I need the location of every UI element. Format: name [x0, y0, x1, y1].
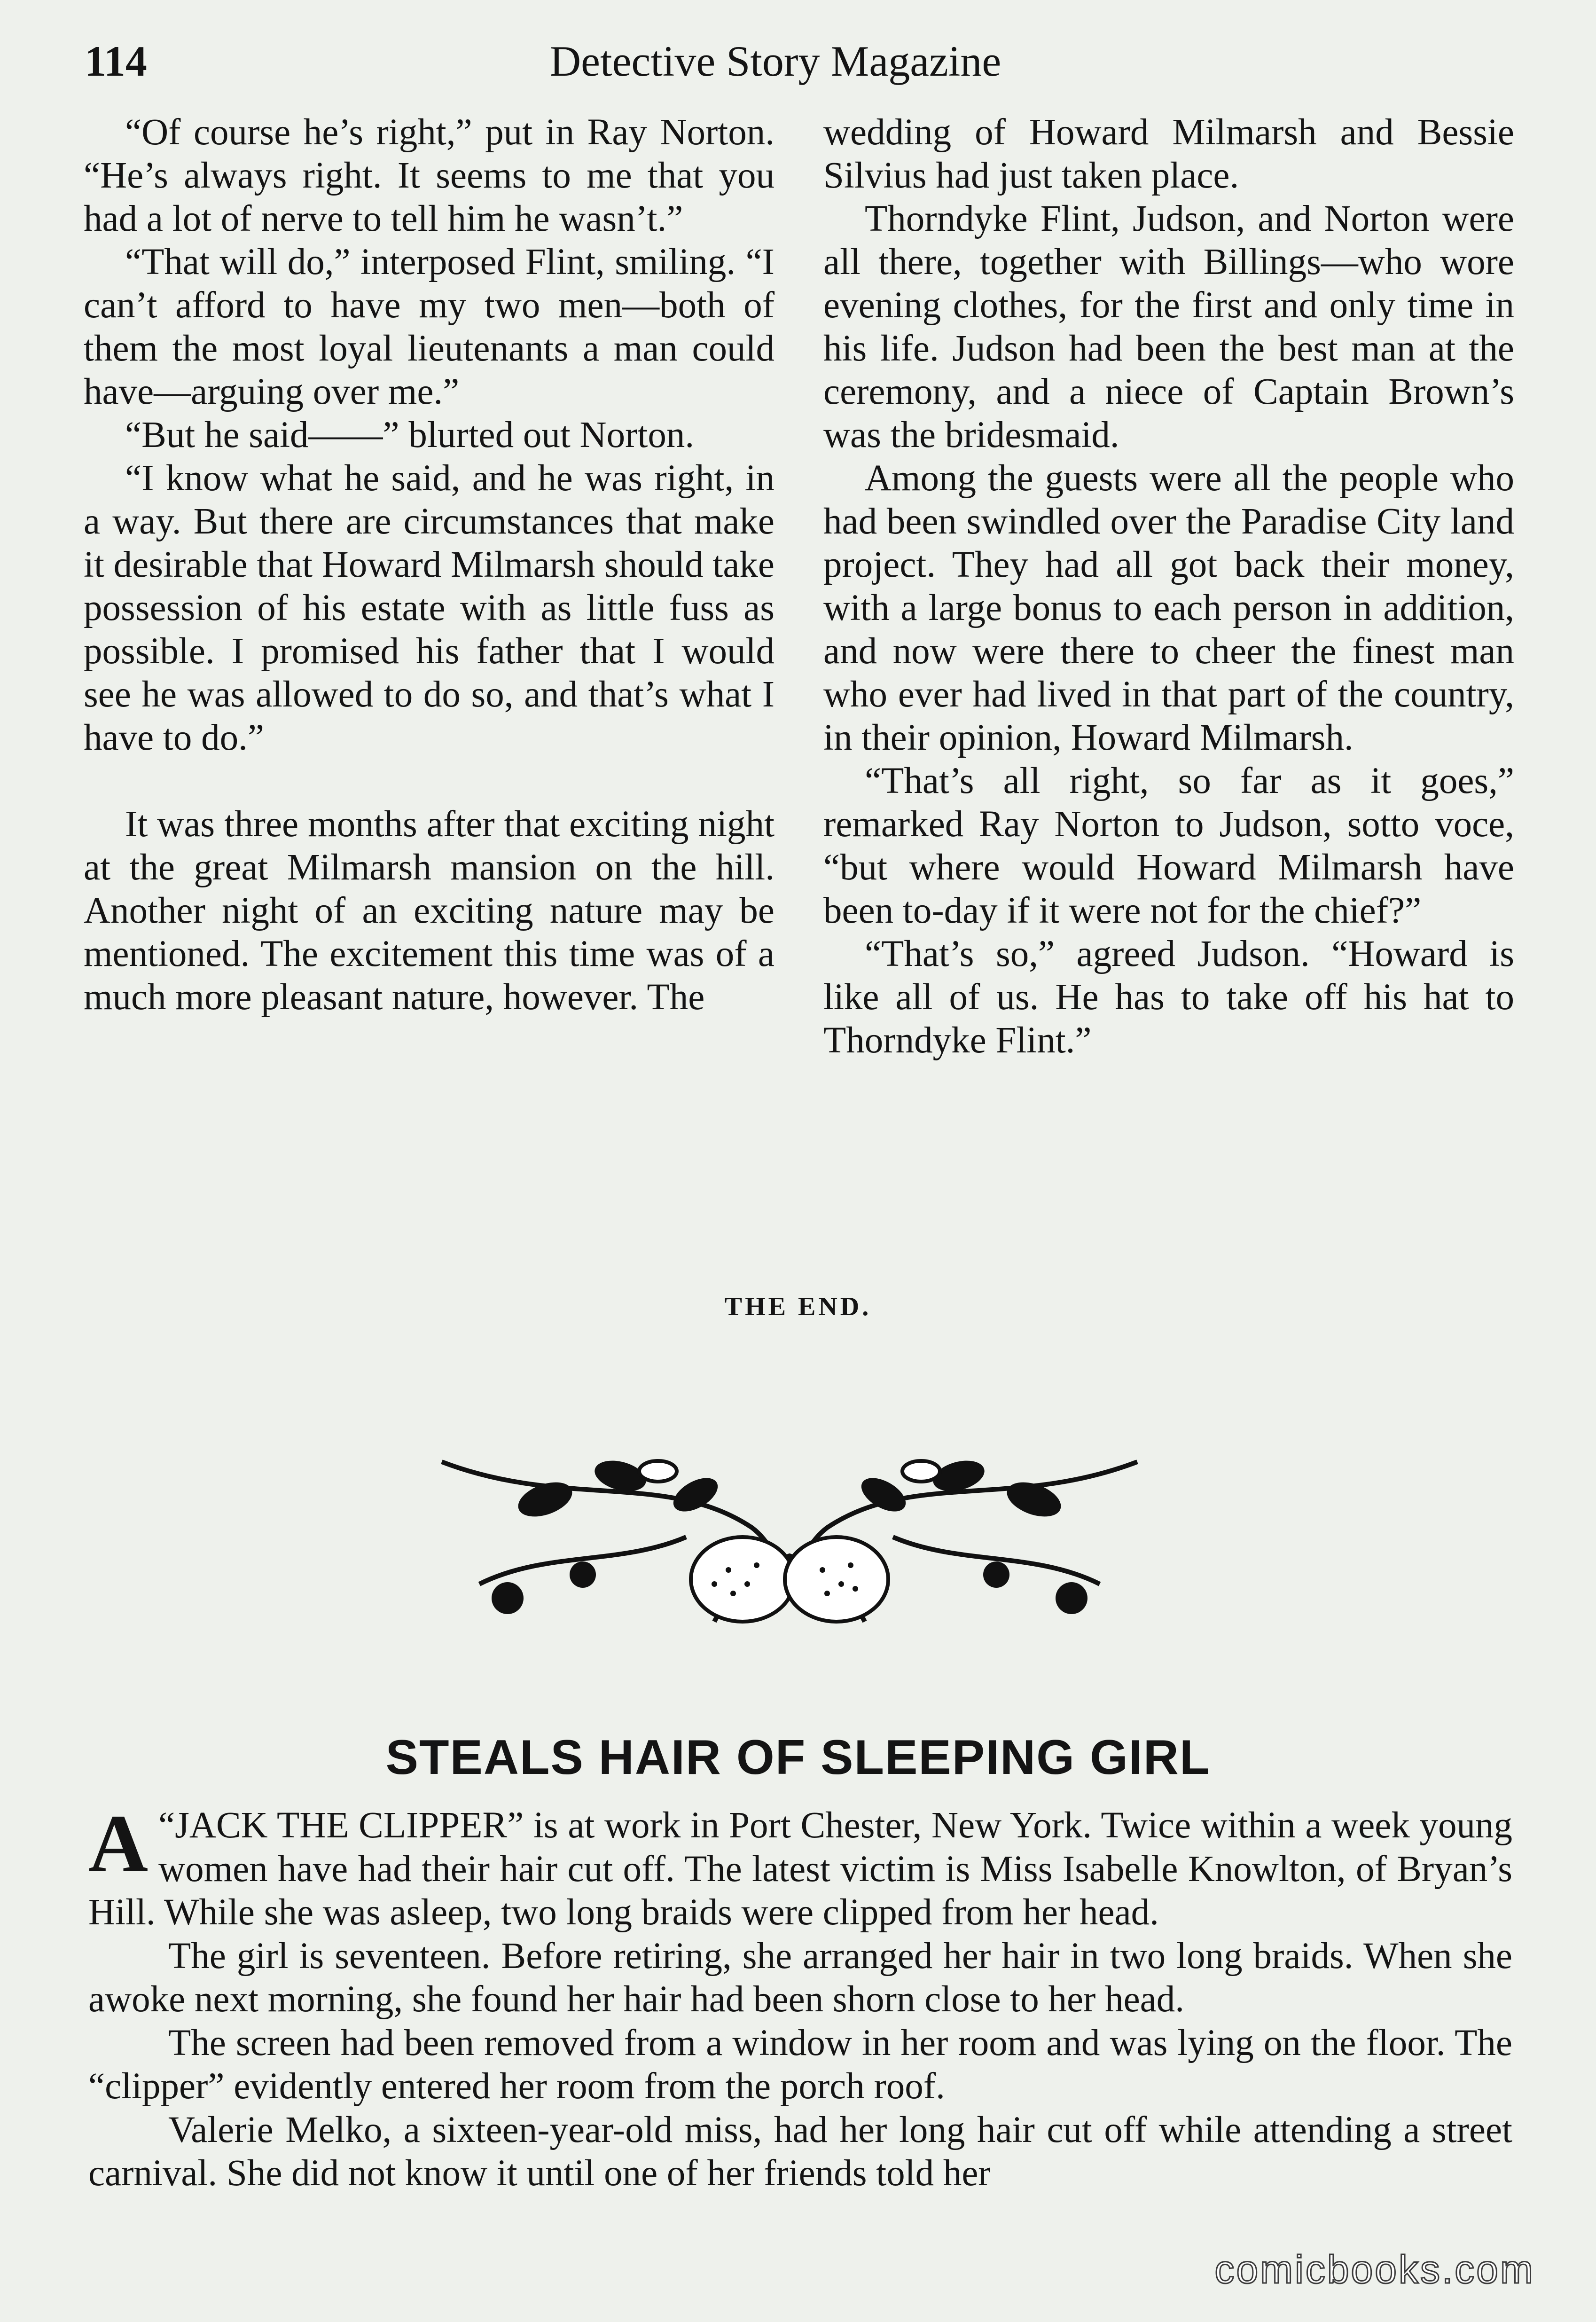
story-right-column: [823, 111, 1514, 1062]
story-paragraph: “That will do,” interposed Flint, smiling. “I can’t afford to have my two men—both of them the most loyal lieutenants a man could have—arguing over me.”: [84, 242, 775, 412]
drop-cap: A: [88, 1798, 149, 1890]
story-paragraph: “Of course he’s right,” put in Ray Norton. “He’s always right. It seems to me that you had a lot of nerve to tell him he wasn’t.”: [84, 112, 775, 239]
article-title: STEALS HAIR OF SLEEPING GIRL: [385, 1730, 1211, 1785]
running-title: Detective Story Magazine: [549, 37, 1001, 85]
the-end-label: THE END.: [724, 1292, 872, 1321]
story-paragraph: “That’s so,” agreed Judson. “Howard is like all of us. He has to take off his hat to Thorndyke Flint.”: [823, 934, 1514, 1061]
story-paragraph: Among the guests were all the people who had been swindled over the Paradise City land project. They had all got back their money, with a large bonus to each person in addition, and now were there to cheer the finest man who ever had lived in that part of the country, in their opinion, Howard Milmarsh.: [823, 458, 1514, 758]
watermark: comicbooks.com: [1214, 2247, 1535, 2291]
floral-ornament-icon: [423, 1443, 1156, 1640]
page-header: [85, 28, 1466, 94]
story-paragraph: “I know what he said, and he was right, in a way. But there are circumstances that make it desirable that Howard Milmarsh should take possession of his estate with as little fuss as possible. I promised his father that I would see he was allowed to do so, and that’s what I have to do.”: [84, 458, 775, 758]
story-paragraph: It was three months after that exciting night at the great Milmarsh mansion on the hill. Another night of an exciting nature may be mentioned. The excitement this time was of a much more pleasant nature, however. The: [84, 804, 775, 1018]
story-left-column: [84, 111, 775, 1019]
article-body: [88, 1798, 1512, 2196]
page-number: 114: [85, 37, 147, 85]
story-paragraph: “But he said——” blurted out Norton.: [125, 415, 695, 455]
story-paragraph: “That’s all right, so far as it goes,” remarked Ray Norton to Judson, sotto voce, “but where would Howard Milmarsh have been to-day if it were not for the chief?”: [823, 761, 1514, 931]
article-paragraph: The girl is seventeen. Before retiring, she arranged her hair in two long braids. When she awoke next morning, she found her hair had been shorn close to her head.: [88, 1935, 1512, 2020]
article-paragraph: [88, 1798, 1512, 1935]
article-lead-text: “JACK THE CLIPPER” is at work in Port Chester, New York. Twice within a week young women have had their hair cut off. The latest victim is Miss Isabelle Knowlton, of Bryan’s Hill. While she was asleep, two long braids were clipped from her head.: [88, 1805, 1512, 1933]
article-paragraph: The screen had been removed from a window in her room and was lying on the floor. The “clipper” evidently entered her room from the porch roof.: [88, 2022, 1512, 2107]
story-paragraph: Thorndyke Flint, Judson, and Norton were all there, together with Billings—who wore evening clothes, for the first and only time in his life. Judson had been the best man at the ceremony, and a niece of Captain Brown’s was the bridesmaid.: [823, 198, 1514, 455]
story-paragraph: wedding of Howard Milmarsh and Bessie Silvius had just taken place.: [823, 112, 1514, 196]
article-paragraph: Valerie Melko, a sixteen-year-old miss, had her long hair cut off while attending a street carnival. She did not know it until one of her friends told her: [88, 2109, 1512, 2194]
